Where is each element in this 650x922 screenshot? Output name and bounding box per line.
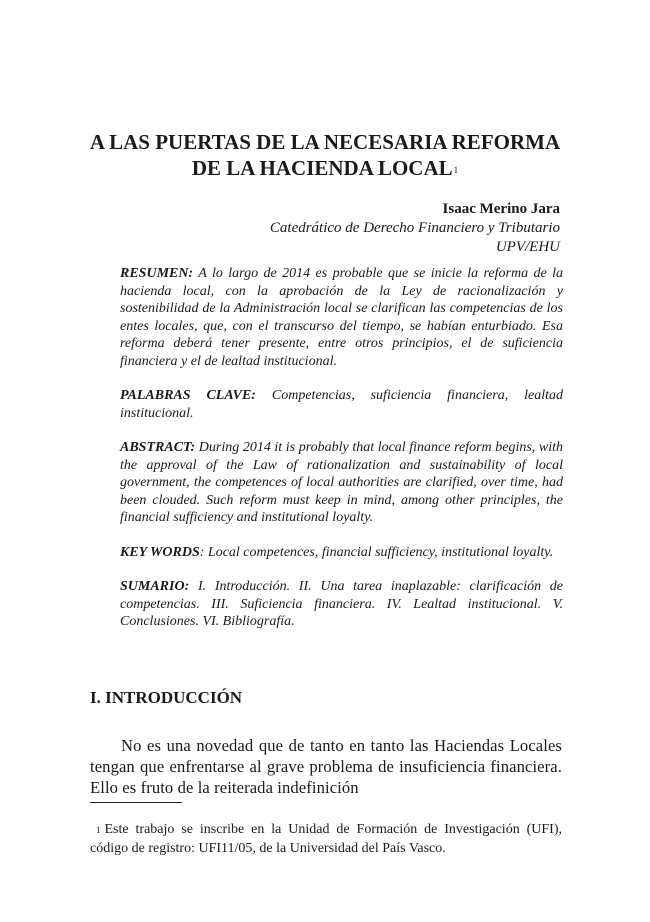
article-title (40, 129, 610, 181)
title-line-2-text: DE LA HACIENDA LOCAL (191, 156, 453, 180)
key-words-label: KEY WORDS (120, 544, 200, 560)
author-byline (160, 200, 560, 257)
resumen-label: RESUMEN: (120, 266, 194, 281)
resumen-text: A lo largo de 2014 es probable que se inicie la reforma de la hacienda local, con la aprobación de la Ley de racionalización y sostenibilidad de la Administración local se clarifican las competencias de los entes locales, que, con el transcurso del tiempo, se habían enturbiado. Esa reforma deberá tener presente, entre otros principios, el de suficiencia financiera y el de lealtad institucional. (120, 266, 563, 369)
footnote (90, 820, 562, 858)
author-institution: UPV/EHU (495, 239, 560, 255)
key-words-block (120, 544, 563, 562)
sumario-block (120, 578, 563, 631)
key-words-text: : Local competences, financial sufficiency, institutional loyalty. (199, 544, 554, 560)
title-footnote-mark[interactable]: 1 (453, 165, 459, 175)
footnote-text: Este trabajo se inscribe en la Unidad de Formación de Investigación (UFI), código de registro: UFI11/05, de la Universidad del País Vasco. (90, 822, 562, 856)
sumario-label: SUMARIO: (120, 579, 190, 594)
sumario-text: I. Introducción. II. Una tarea inaplazable: clarificación de competencias. III. Suficiencia financiera. IV. Lealtad institucional. V. Conclusiones. VI. Bibliografía. (120, 579, 564, 629)
author-role: Catedrático de Derecho Financiero y Tributario (269, 220, 560, 236)
abstract-section (120, 265, 563, 648)
body-paragraph: No es una novedad que de tanto en tanto las Haciendas Locales tengan que enfrentarse al grave problema de insuficiencia financiera. Ello es fruto de la reiterada indefinición (90, 735, 562, 797)
title-line-2 (40, 155, 610, 181)
abstract-label: ABSTRACT: (120, 440, 196, 455)
resumen-block (120, 265, 563, 370)
footnote-mark: 1 (96, 825, 101, 835)
abstract-text: During 2014 it is probably that local finance reform begins, with the approval of the Law of rationalization and sustainability of local government, the competences of local authorities are clarified, over time, had been clouded. Such reform must keep in mind, among other principles, the financial sufficiency and institutional loyalty. (120, 440, 564, 525)
footnote-divider (90, 802, 182, 803)
author-name: Isaac Merino Jara (442, 201, 560, 217)
section-heading: I. INTRODUCCIÓN (90, 688, 243, 707)
palabras-clave-label: PALABRAS CLAVE: (120, 388, 256, 403)
palabras-clave-block (120, 387, 563, 422)
abstract-block (120, 439, 563, 527)
title-line-1: A LAS PUERTAS DE LA NECESARIA REFORMA (89, 130, 561, 154)
palabras-clave-text: Competencias, suficiencia financiera, lealtad institucional. (120, 388, 563, 421)
